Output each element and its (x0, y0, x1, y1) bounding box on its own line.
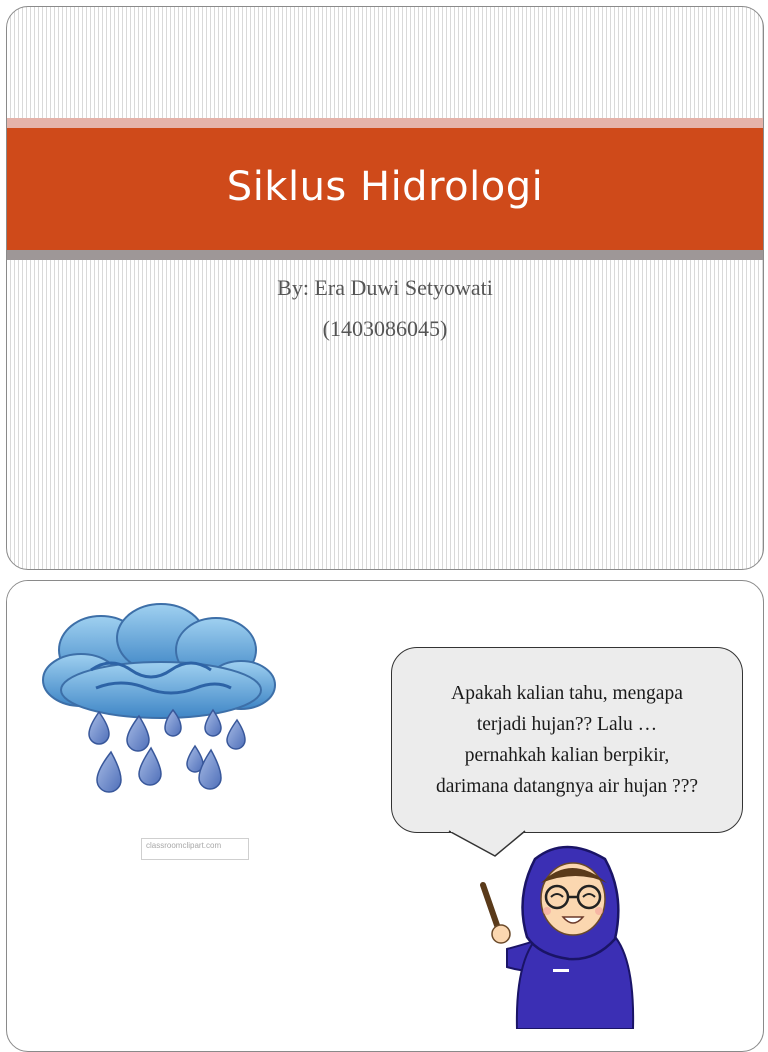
slide-title: Siklus Hidrologi (226, 164, 544, 210)
speech-line-1: Apakah kalian tahu, mengapa (451, 683, 683, 704)
student-id-line: (1403086045) (322, 316, 448, 341)
title-band (7, 128, 763, 250)
title-band-top-stripe (7, 118, 763, 128)
speech-line-2: terjadi hujan?? Lalu … (476, 714, 658, 735)
speech-bubble (391, 647, 743, 833)
speech-line-4: darimana datangnya air hujan ??? (435, 776, 699, 797)
author-line: By: Era Duwi Setyowati (277, 275, 493, 300)
rain-cloud-icon (6, 580, 291, 820)
content-slide (6, 580, 764, 1052)
teacher-hijab-pointer-icon (477, 839, 637, 1029)
clipart-watermark: classroomclipart.com (141, 838, 249, 860)
rain-cloud-image (6, 580, 291, 876)
title-band-bottom-stripe (7, 250, 763, 260)
title-slide (6, 6, 764, 570)
speech-line-3: pernahkah kalian berpikir, (464, 745, 670, 766)
